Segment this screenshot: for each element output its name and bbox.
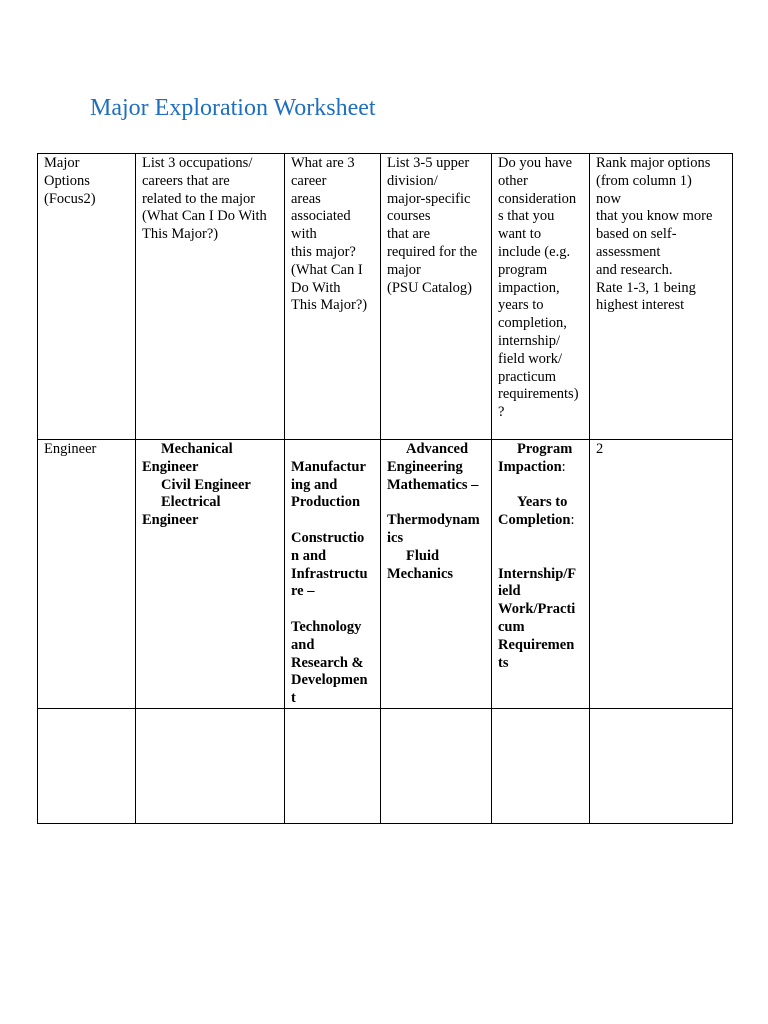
empty-cell[interactable] [492, 709, 590, 824]
cell-considerations: Program Impaction: Years to Completion: Internship/F ield Work/Practi cum Requiremen ts [492, 440, 590, 709]
table-row-empty [38, 709, 733, 824]
empty-cell[interactable] [285, 709, 381, 824]
cell-major: Engineer [38, 440, 136, 709]
page-title: Major Exploration Worksheet [90, 95, 376, 121]
table-row [38, 440, 733, 709]
empty-cell[interactable] [590, 709, 733, 824]
empty-cell[interactable] [136, 709, 285, 824]
cell-career-areas: Manufactur ing and Production Constructio n and Infrastructu re – Technology and Research & Developmen t [285, 440, 381, 709]
cell-courses: Advanced Engineering Mathematics – Thermodynam ics Fluid Mechanics [381, 440, 492, 709]
worksheet-table [37, 153, 733, 824]
header-rank: Rank major options (from column 1) now that you know more based on self- assessment and research. Rate 1-3, 1 being highest interest [590, 154, 733, 440]
header-occupations: List 3 occupations/ careers that are related to the major (What Can I Do With This Major?) [136, 154, 285, 440]
header-row [38, 154, 733, 440]
cell-occupations: Mechanical Engineer Civil Engineer Electrical Engineer [136, 440, 285, 709]
header-major-options: Major Options (Focus2) [38, 154, 136, 440]
empty-cell[interactable] [38, 709, 136, 824]
header-career-areas: What are 3 career areas associated with this major? (What Can I Do With This Major?) [285, 154, 381, 440]
empty-cell[interactable] [381, 709, 492, 824]
cell-rank: 2 [590, 440, 733, 709]
header-courses: List 3-5 upper division/ major-specific courses that are required for the major (PSU Catalog) [381, 154, 492, 440]
header-considerations: Do you have other consideration s that you want to include (e.g. program impaction, years to completion, internship/ field work/ practicum requirements) ? [492, 154, 590, 440]
